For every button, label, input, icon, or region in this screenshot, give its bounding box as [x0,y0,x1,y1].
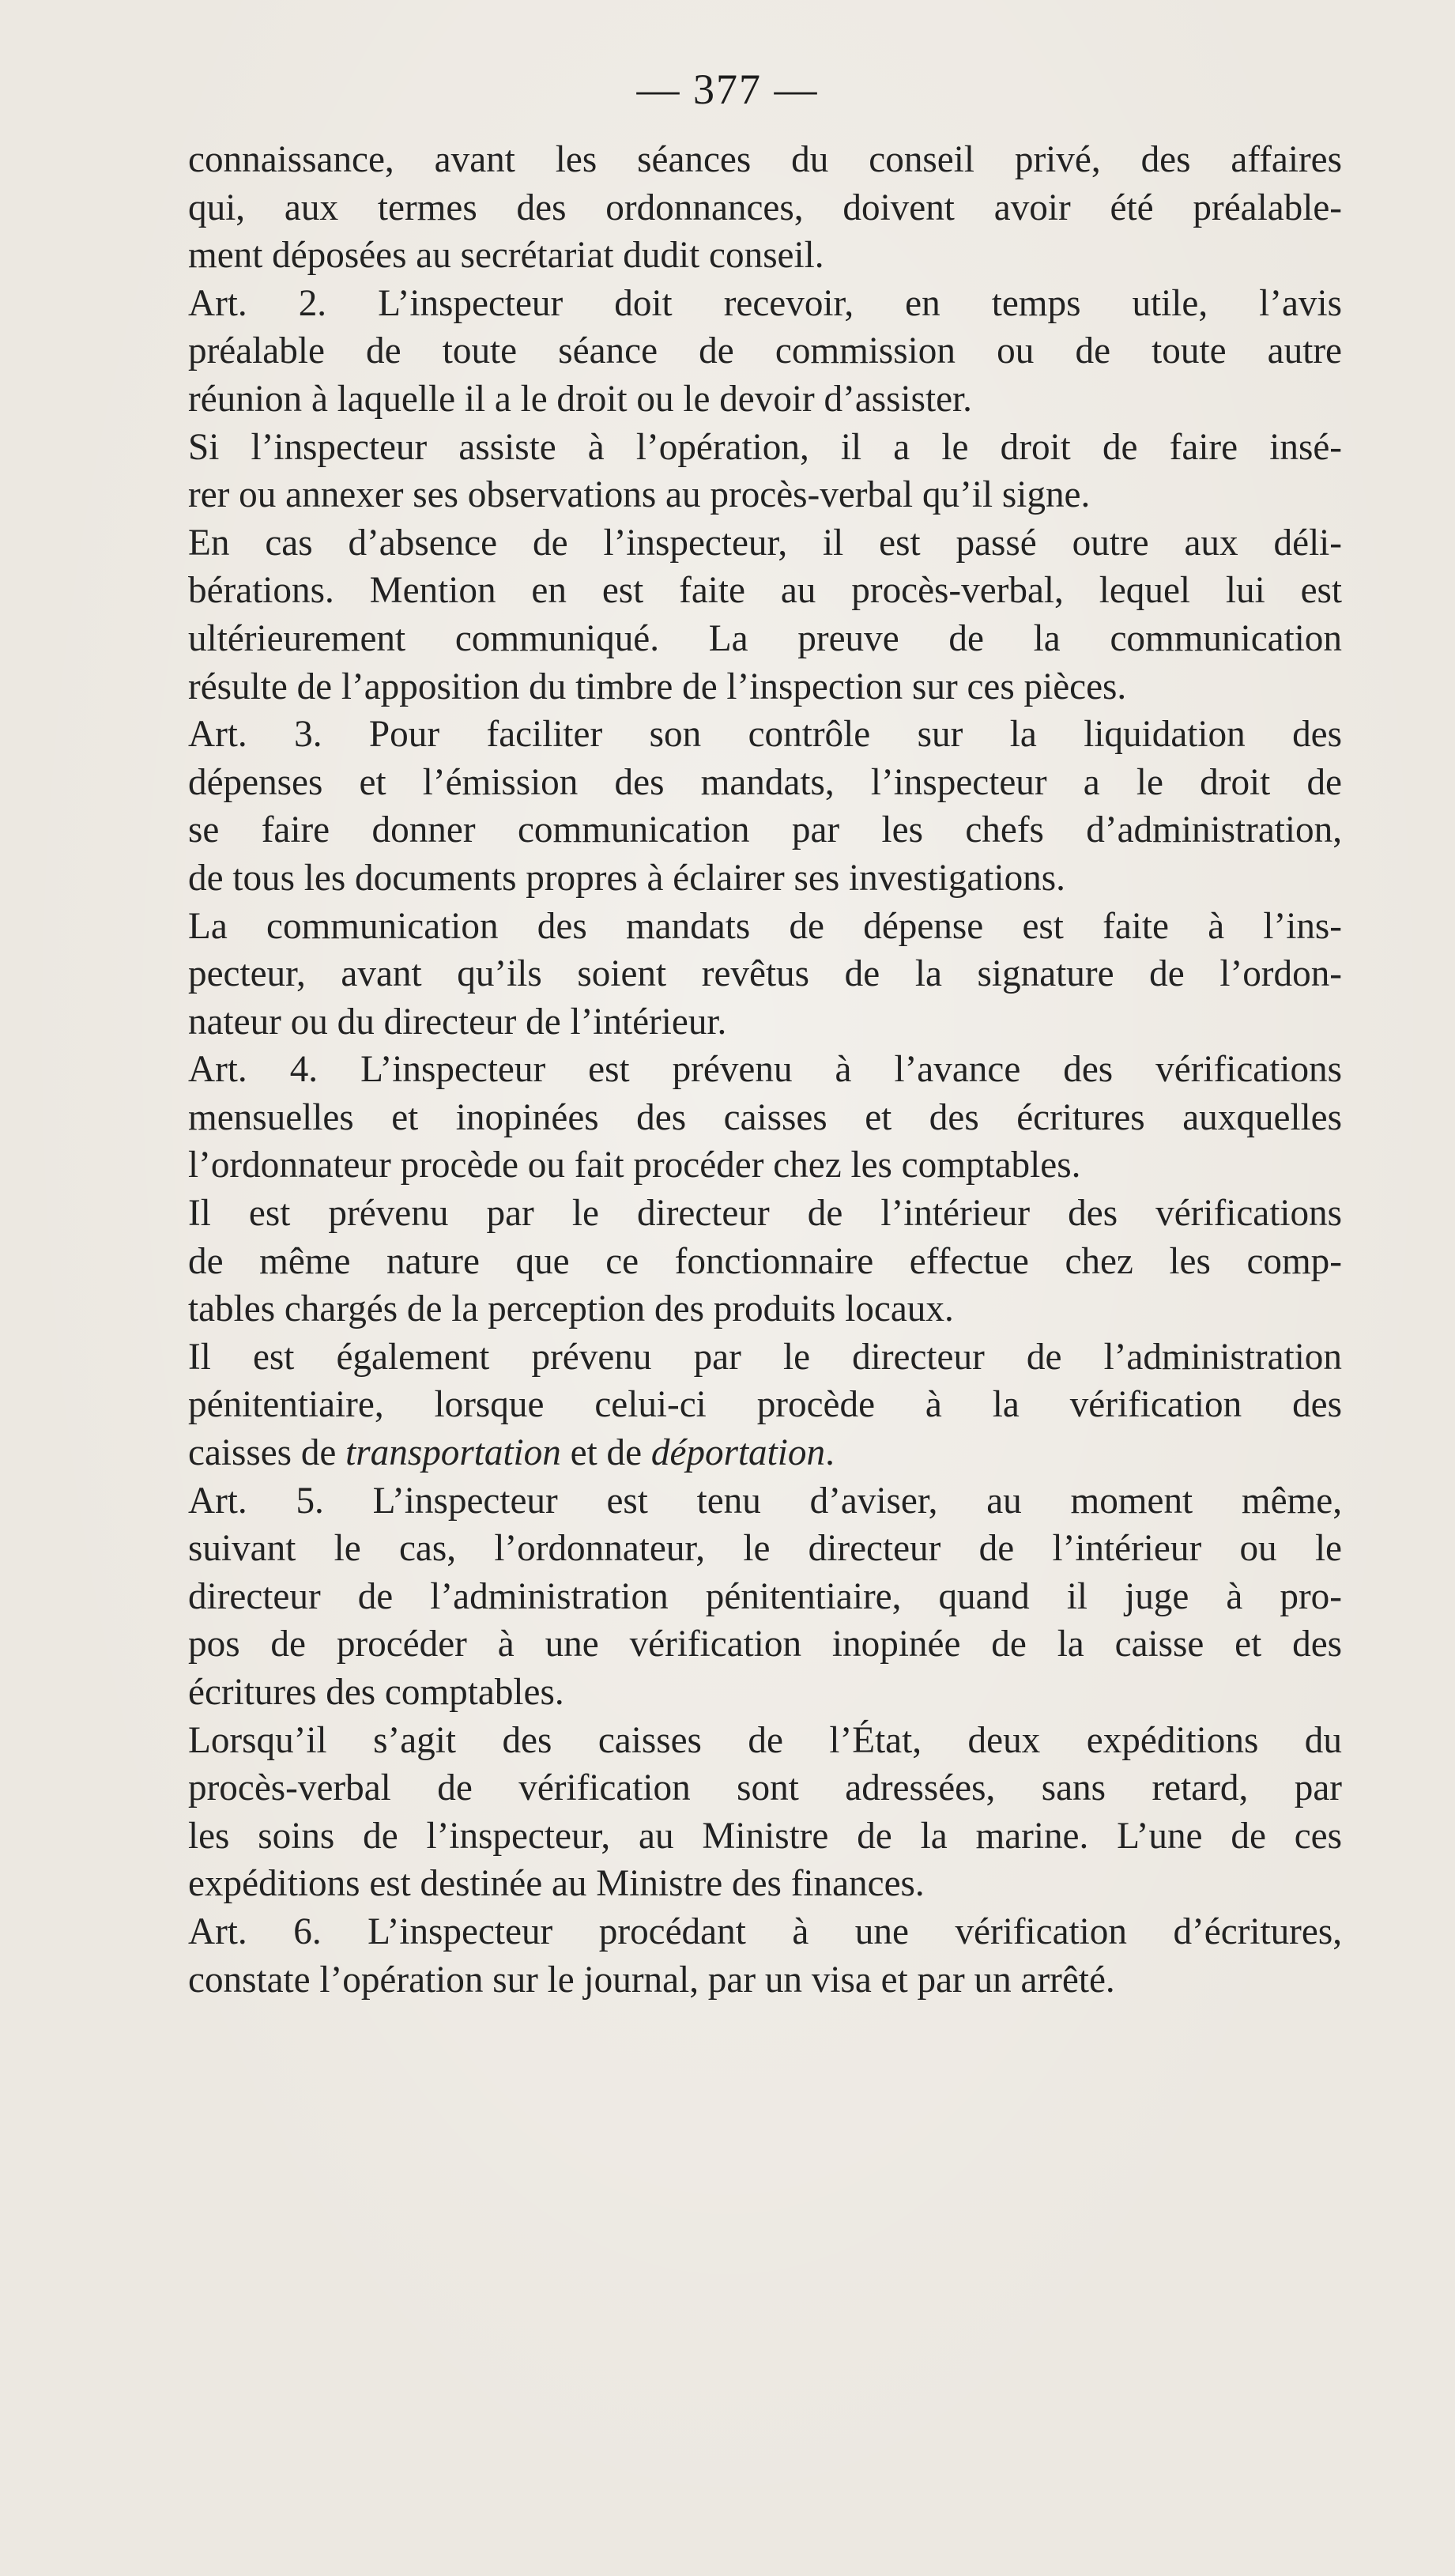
text-line: pénitentiaire, lorsque celui-ci procède à la vérification des [188,1384,1342,1426]
text-line: caisses de transportation et de déportation. [188,1432,835,1474]
text-line: ultérieurement communiqué. La preuve de la communication [188,617,1342,659]
text-line: expéditions est destinée au Ministre des finances. [188,1863,925,1905]
text-line: résulte de l’apposition du timbre de l’inspection sur ces pièces. [188,666,1127,707]
text-line: bérations. Mention en est faite au procès-verbal, lequel lui est [188,570,1342,612]
text-line: Il est également prévenu par le directeur de l’administration [188,1336,1342,1378]
text-line: préalable de toute séance de commission ou de toute autre [188,330,1342,372]
text-line: Art. 2. L’inspecteur doit recevoir, en temps utile, l’avis [188,282,1342,324]
text-line: de même nature que ce fonctionnaire effectue chez les comp- [188,1240,1342,1282]
text-line: Art. 4. L’inspecteur est prévenu à l’avance des vérifications [188,1049,1342,1091]
text-line: connaissance, avant les séances du conseil privé, des affaires [188,139,1342,180]
text-line: constate l’opération sur le journal, par un visa et par un arrêté. [188,1959,1115,2001]
text-line: Si l’inspecteur assiste à l’opération, il a le droit de faire insé- [188,426,1342,468]
text-line: se faire donner communication par les chefs d’administration, [188,809,1342,851]
text-line: qui, aux termes des ordonnances, doivent avoir été préalable- [188,187,1342,228]
text-line: directeur de l’administration pénitentiaire, quand il juge à pro- [188,1575,1342,1617]
page-number: — 377 — [636,66,819,113]
text-line: pecteur, avant qu’ils soient revêtus de la signature de l’ordon- [188,953,1342,995]
text-line: rer ou annexer ses observations au procès-verbal qu’il signe. [188,474,1091,516]
text-line: suivant le cas, l’ordonnateur, le directeur de l’intérieur ou le [188,1528,1342,1570]
text-line: réunion à laquelle il a le droit ou le devoir d’assister. [188,378,972,420]
text-line: nateur ou du directeur de l’intérieur. [188,1001,727,1043]
text-line: les soins de l’inspecteur, au Ministre de la marine. L’une de ces [188,1815,1342,1857]
text-line: de tous les documents propres à éclairer ses investigations. [188,857,1065,899]
text-line: Il est prévenu par le directeur de l’intérieur des vérifications [188,1193,1342,1235]
text-line: La communication des mandats de dépense est faite à l’ins- [188,905,1342,947]
text-line: dépenses et l’émission des mandats, l’inspecteur a le droit de [188,761,1342,803]
text-line: l’ordonnateur procède ou fait procéder chez les comptables. [188,1145,1081,1186]
text-line: pos de procéder à une vérification inopinée de la caisse et des [188,1624,1342,1665]
text-line: Art. 5. L’inspecteur est tenu d’aviser, au moment même, [188,1480,1342,1522]
text-line: Art. 3. Pour faciliter son contrôle sur la liquidation des [188,714,1342,756]
text-line: mensuelles et inopinées des caisses et des écritures auxquelles [188,1096,1342,1138]
text-line: procès-verbal de vérification sont adressées, sans retard, par [188,1767,1342,1809]
text-line: En cas d’absence de l’inspecteur, il est passé outre aux déli- [188,522,1342,564]
body-text [188,136,1342,2004]
text-line: Lorsqu’il s’agit des caisses de l’État, deux expéditions du [188,1719,1342,1761]
text-line: Art. 6. L’inspecteur procédant à une vérification d’écritures, [188,1910,1342,1952]
text-line: écritures des comptables. [188,1672,564,1713]
text-line: tables chargés de la perception des produits locaux. [188,1288,954,1330]
text-line: ment déposées au secrétariat dudit conseil. [188,235,824,277]
